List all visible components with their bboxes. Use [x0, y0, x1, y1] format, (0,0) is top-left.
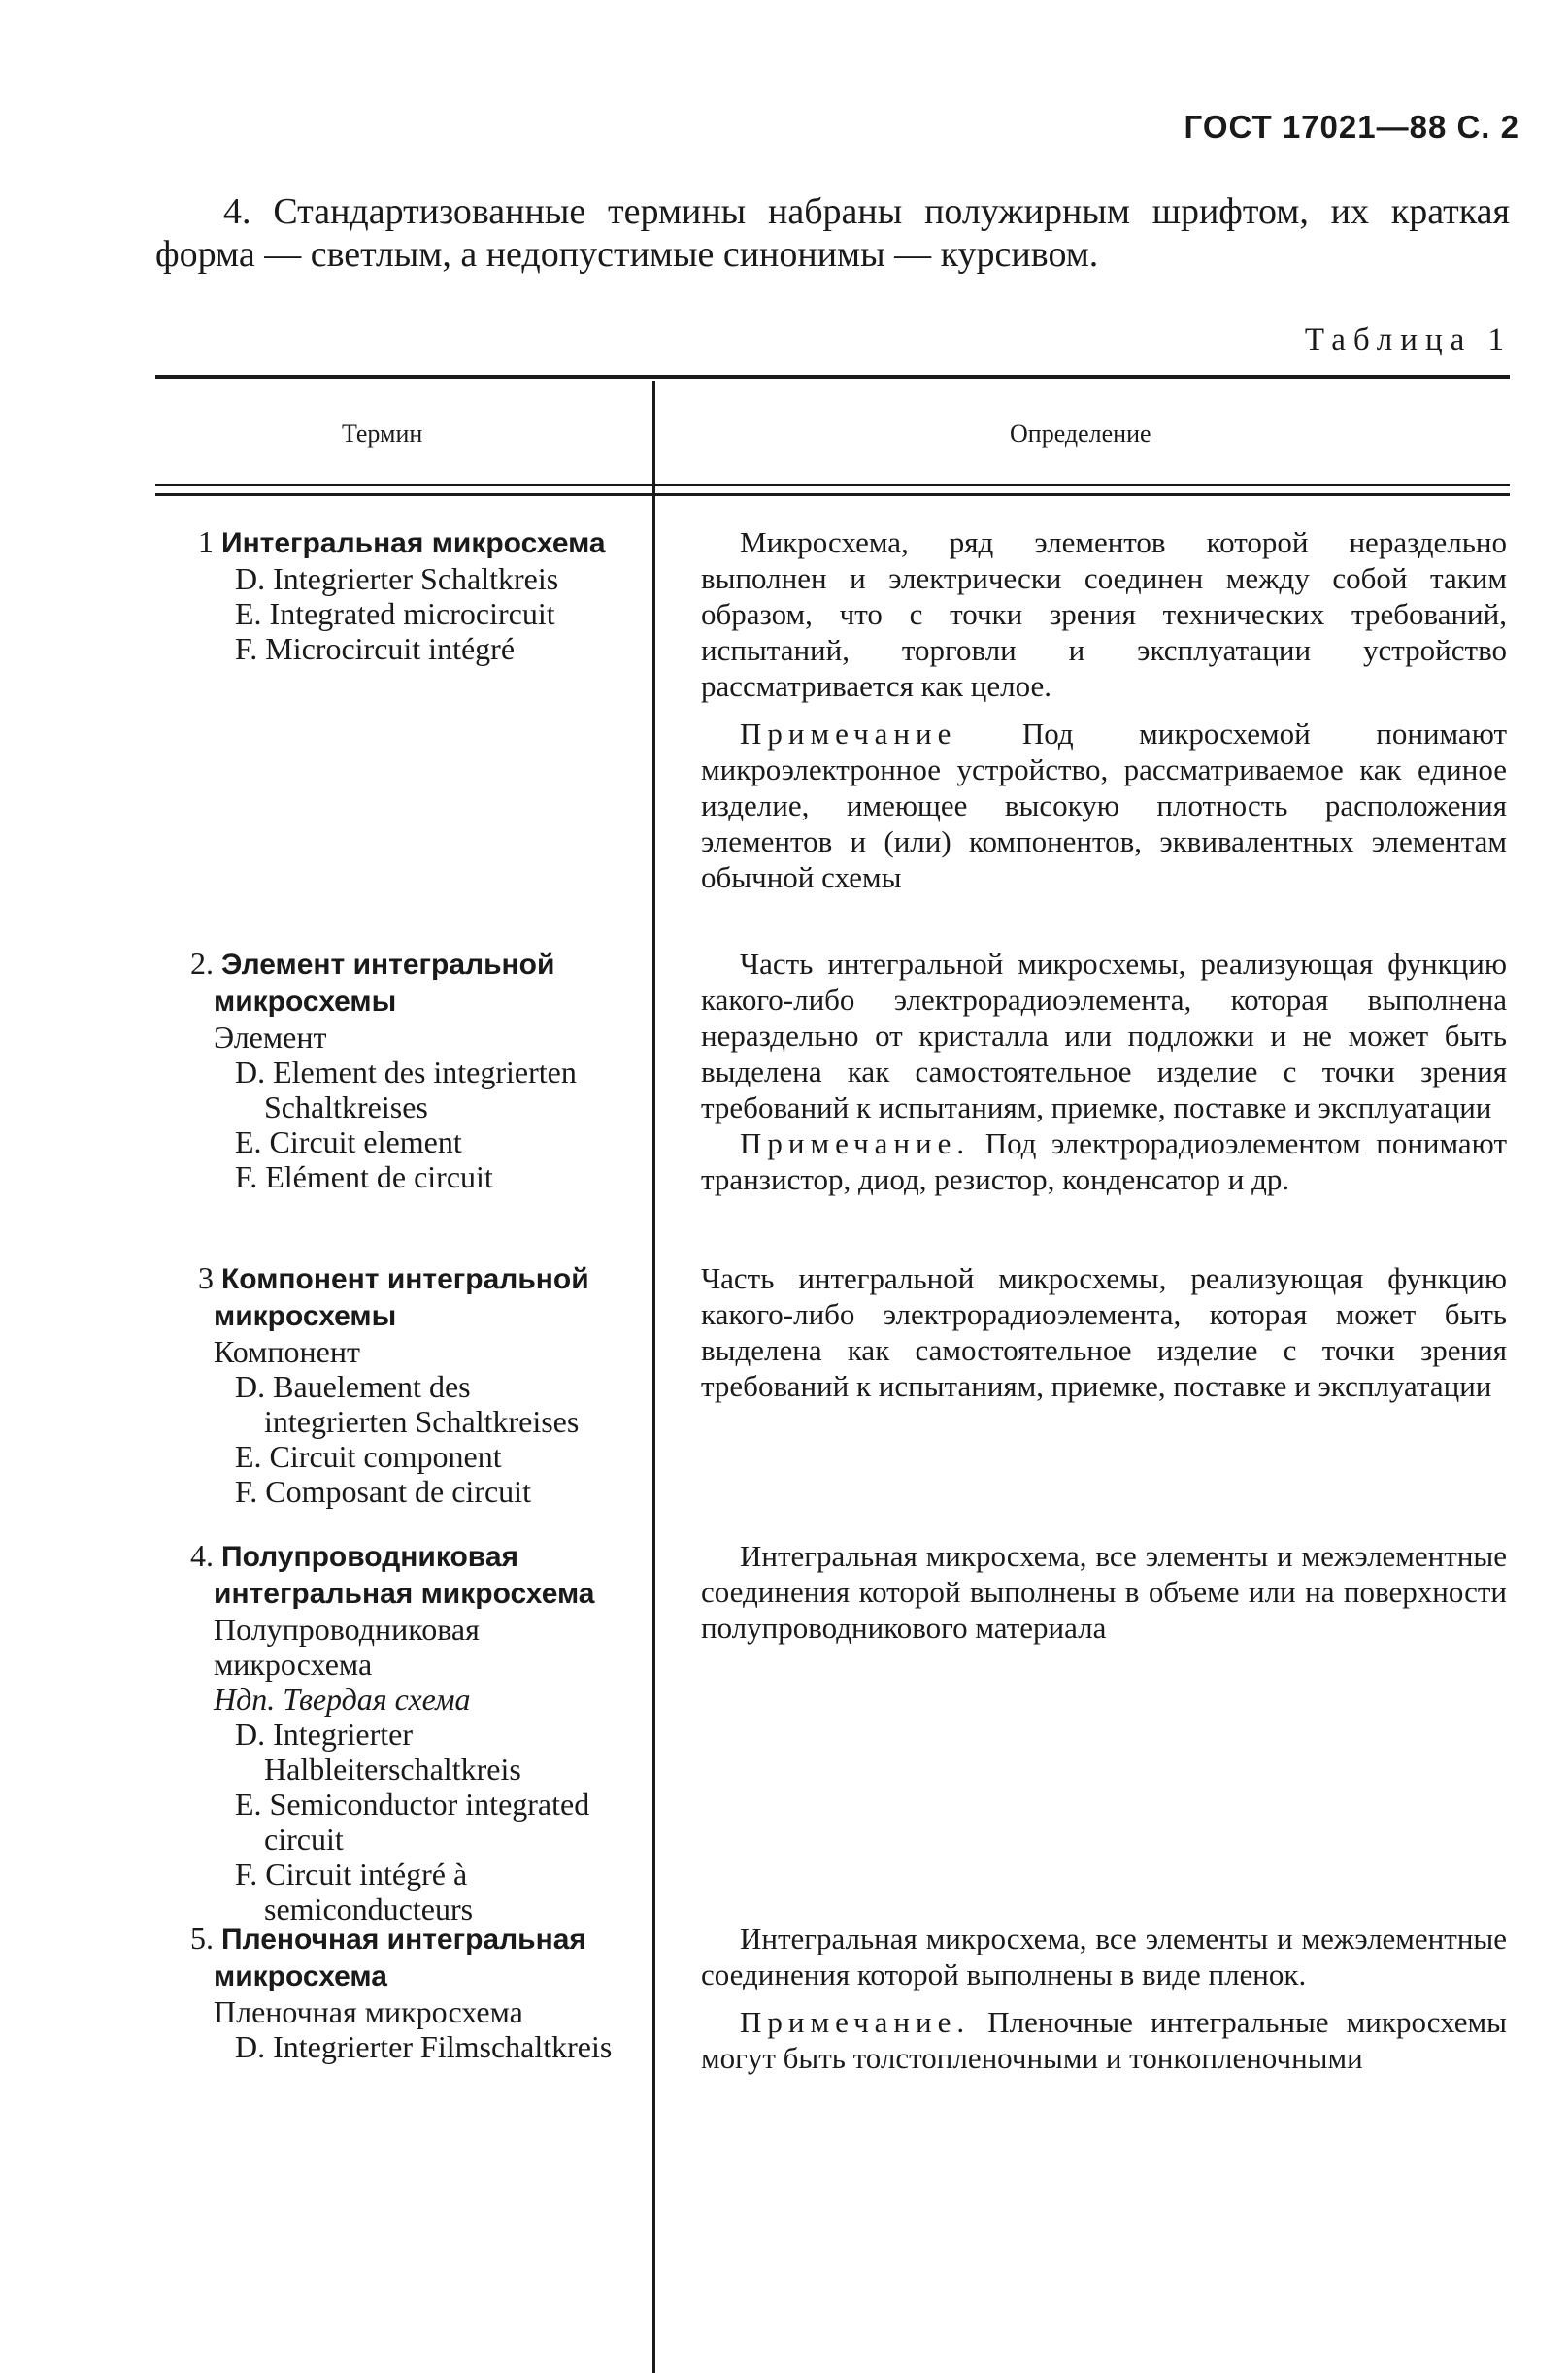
- term-lang-d: D. Element des integrierten Schaltkreises: [235, 1054, 577, 1124]
- table-caption: Таблица 1: [1304, 322, 1512, 357]
- term-cell: [155, 1921, 621, 2064]
- definition-text: Микросхема, ряд элементов которой нераздельно выполнен и электрически соединен между собой таким образом, что с точки зрения технических требований, испытаний, торговли и эксплуатации устройство рассматривается как целое.: [701, 525, 1507, 703]
- term-title: Пленочная интегральная микросхема: [214, 1923, 586, 1992]
- definition-text: Интегральная микросхема, все элементы и межэлементные соединения которой выполнены в объеме или на поверхности полупроводникового материала: [701, 1539, 1507, 1645]
- header-rule-1: [155, 484, 1510, 486]
- definition-text: Часть интегральной микросхемы, реализующая функцию какого-либо электрорадиоэлемента, которая может быть выделена как самостоятельное изделие с точки зрения требований к испытаниям, приемке, поставке и эксплуатации: [701, 1261, 1507, 1403]
- term-lang-f: F. Elément de circuit: [235, 1159, 493, 1194]
- term-number: 5.: [190, 1921, 214, 1955]
- term-lang-e: E. Semiconductor integrated circuit: [235, 1787, 590, 1856]
- definition-cell: [701, 1921, 1507, 2076]
- definition-text: Интегральная микросхема, все элементы и межэлементные соединения которой выполнены в виде пленок.: [701, 1922, 1507, 1991]
- header-definition: Определение: [1010, 419, 1151, 448]
- term-lang-e: E. Integrated microcircuit: [235, 596, 555, 631]
- term-lang-d: D. Integrierter Halbleiterschaltkreis: [235, 1717, 521, 1787]
- term-lang-f: F. Microcircuit intégré: [235, 631, 516, 666]
- term-cell: [155, 1260, 621, 1509]
- definition-cell: [701, 1538, 1507, 1646]
- definition-text: Часть интегральной микросхемы, реализующая функцию какого-либо электрорадиоэлемента, которая выполнена нераздельно от кристалла или подложки и не может быть выделена как самостоятельное изделие с точки зрения требований к испытаниям, приемке, поставке и эксплуатации: [701, 947, 1507, 1124]
- term-lang-f: F. Circuit intégré à semiconducteurs: [235, 1856, 474, 1926]
- term-lang-d: D. Integrierter Filmschaltkreis: [235, 2029, 613, 2064]
- term-short-form: Пленочная микросхема: [214, 1994, 523, 2029]
- term-cell: [155, 1538, 621, 1926]
- term-cell: [155, 524, 621, 666]
- term-lang-e: E. Circuit component: [235, 1439, 502, 1474]
- intro-text: 4. Стандартизованные термины набраны полужирным шрифтом, их краткая форма — светлым, а недопустимые синонимы — курсивом.: [155, 191, 1510, 275]
- header-term: Термин: [342, 419, 423, 448]
- term-cell: [155, 946, 621, 1194]
- intro-paragraph: [155, 190, 1510, 276]
- term-number: 4.: [190, 1538, 214, 1573]
- term-title: Интегральная микросхема: [221, 527, 606, 559]
- note-text: Пленочные интегральные микросхемы могут быть толстопленочными и тонкопленочными: [701, 2005, 1507, 2075]
- term-lang-d: D. Integrierter Schaltkreis: [235, 561, 559, 596]
- term-title: Элемент интегральной микросхемы: [214, 949, 555, 1018]
- definition-note: [701, 1125, 1507, 1197]
- term-number: 2.: [190, 946, 214, 981]
- term-short-form: Элемент: [214, 1019, 327, 1054]
- definition-cell: [701, 1260, 1507, 1404]
- note-label: Примечание: [740, 717, 957, 751]
- table-top-rule: [155, 375, 1510, 379]
- note-text: Под электрорадиоэлементом понимают транзистор, диод, резистор, конденсатор и др.: [701, 1126, 1507, 1196]
- term-number: 1: [198, 524, 214, 559]
- document-header: ГОСТ 17021—88 С. 2: [1184, 109, 1519, 145]
- term-title: Полупроводниковая интегральная микросхема: [214, 1541, 595, 1610]
- header-rule-2: [155, 493, 1510, 496]
- term-short-form: Компонент: [214, 1334, 360, 1369]
- term-short-form: Полупроводниковая микросхема: [214, 1612, 480, 1682]
- note-text: Под микросхемой понимают микроэлектронное устройство, рассматриваемое как единое изделие, имеющее высокую плотность расположения элементов и (или) компонентов, эквивалентных элементам обычной схемы: [701, 717, 1507, 894]
- definition-note: [701, 2004, 1507, 2076]
- term-title: Компонент интегральной микросхемы: [214, 1263, 589, 1332]
- definition-cell: [701, 524, 1507, 895]
- term-invalid-synonym: Ндп. Твердая схема: [214, 1682, 471, 1717]
- term-lang-d: D. Bauelement des integrierten Schaltkreises: [235, 1369, 580, 1439]
- term-lang-e: E. Circuit element: [235, 1124, 462, 1159]
- definition-note: [701, 716, 1507, 895]
- note-label: Примечание.: [740, 2005, 971, 2039]
- term-lang-f: F. Composant de circuit: [235, 1474, 531, 1509]
- column-divider: [652, 381, 655, 2373]
- term-number: 3: [198, 1260, 214, 1295]
- definition-cell: [701, 946, 1507, 1197]
- note-label: Примечание.: [740, 1126, 971, 1160]
